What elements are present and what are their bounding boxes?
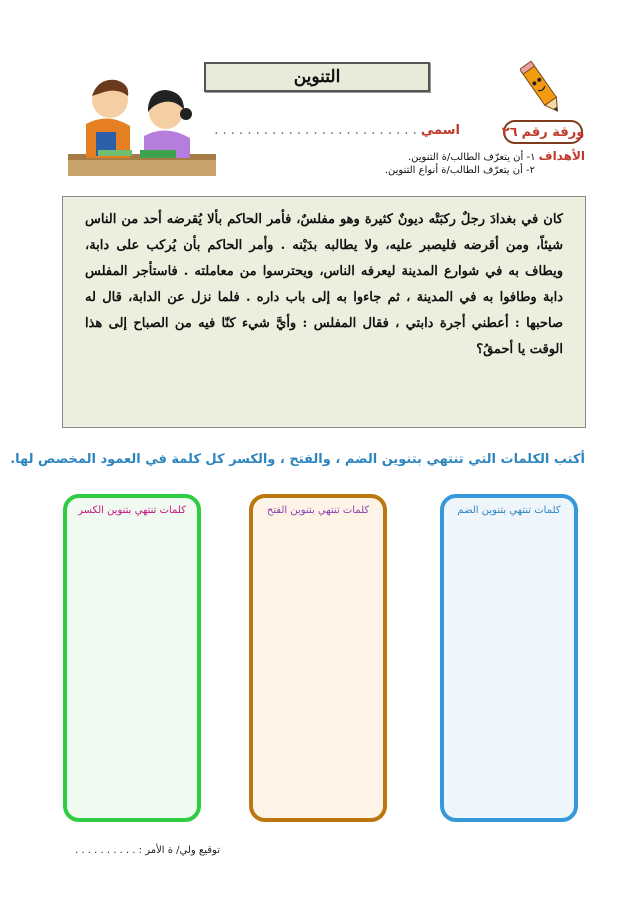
name-label: اسمي (420, 123, 460, 138)
children-illustration (68, 74, 216, 178)
column-damm-heading: كلمات تنتهي بتنوين الضم (457, 505, 561, 516)
column-damm[interactable] (440, 494, 578, 822)
goals-label: الأهداف (538, 149, 585, 163)
guardian-signature[interactable] (60, 845, 220, 856)
page-title: التنوين (204, 62, 430, 92)
goal-item: ٢- أن يتعرّف الطالب/ة أنواع التنوين. (384, 165, 535, 176)
student-name-field[interactable] (214, 123, 460, 143)
column-fath-heading: كلمات تنتهي بتنوين الفتح (266, 505, 370, 516)
goals-section (360, 150, 585, 177)
column-kasr[interactable] (63, 494, 201, 822)
name-dots: . . . . . . . . . . . . . . . . . . . . . . . . . (214, 123, 417, 138)
sheet-number: ٢٦ (501, 124, 518, 140)
signature-dots: . . . . . . . . . . (75, 845, 136, 856)
sheet-label: ورقة رقم (521, 124, 585, 140)
story-box (62, 196, 586, 428)
signature-label: توقيع ولي/ ة الأمر : (138, 845, 220, 856)
column-fath[interactable] (249, 494, 387, 822)
exercise-instruction: أكتب الكلمات التي تنتهي بتنوين الضم ، والفتح ، والكسر كل كلمة في العمود المخصص لها. (10, 452, 585, 467)
column-kasr-heading: كلمات تنتهي بتنوين الكسر (78, 505, 186, 516)
story-text: كان في بغدادَ رجلٌ ركبَتْه ديونٌ كثيرة وهو مفلسٌ، فأمر الحاكم بألا يُقرضه أحد من الناس شيئاً، ومن أقرضه فليصبر عليه، ولا يطالبه بدَيْنه . وأمر الحاكم بأن يُركب على دابة، ويطاف به في شوارع المدينة ليعرفه الناس، ويحترسوا من معاملته . فاستأجر المفلس دابة وطافوا به في المدينة ، ثم جاءوا به إلى باب داره . فلما نزل عن الدابة، قال له صاحبها : أعطني أجرة دابتي ، فقال المفلس : وأيَّ شيء كنّا فيه من الصباح إلى هذا الوقت يا أحمقُ؟ (85, 212, 563, 357)
sheet-number-badge (503, 120, 583, 144)
pencil-mascot-icon (520, 58, 564, 120)
goal-item: الأهداف ١- أن يتعرّف الطالب/ة التنوين. (407, 149, 585, 163)
